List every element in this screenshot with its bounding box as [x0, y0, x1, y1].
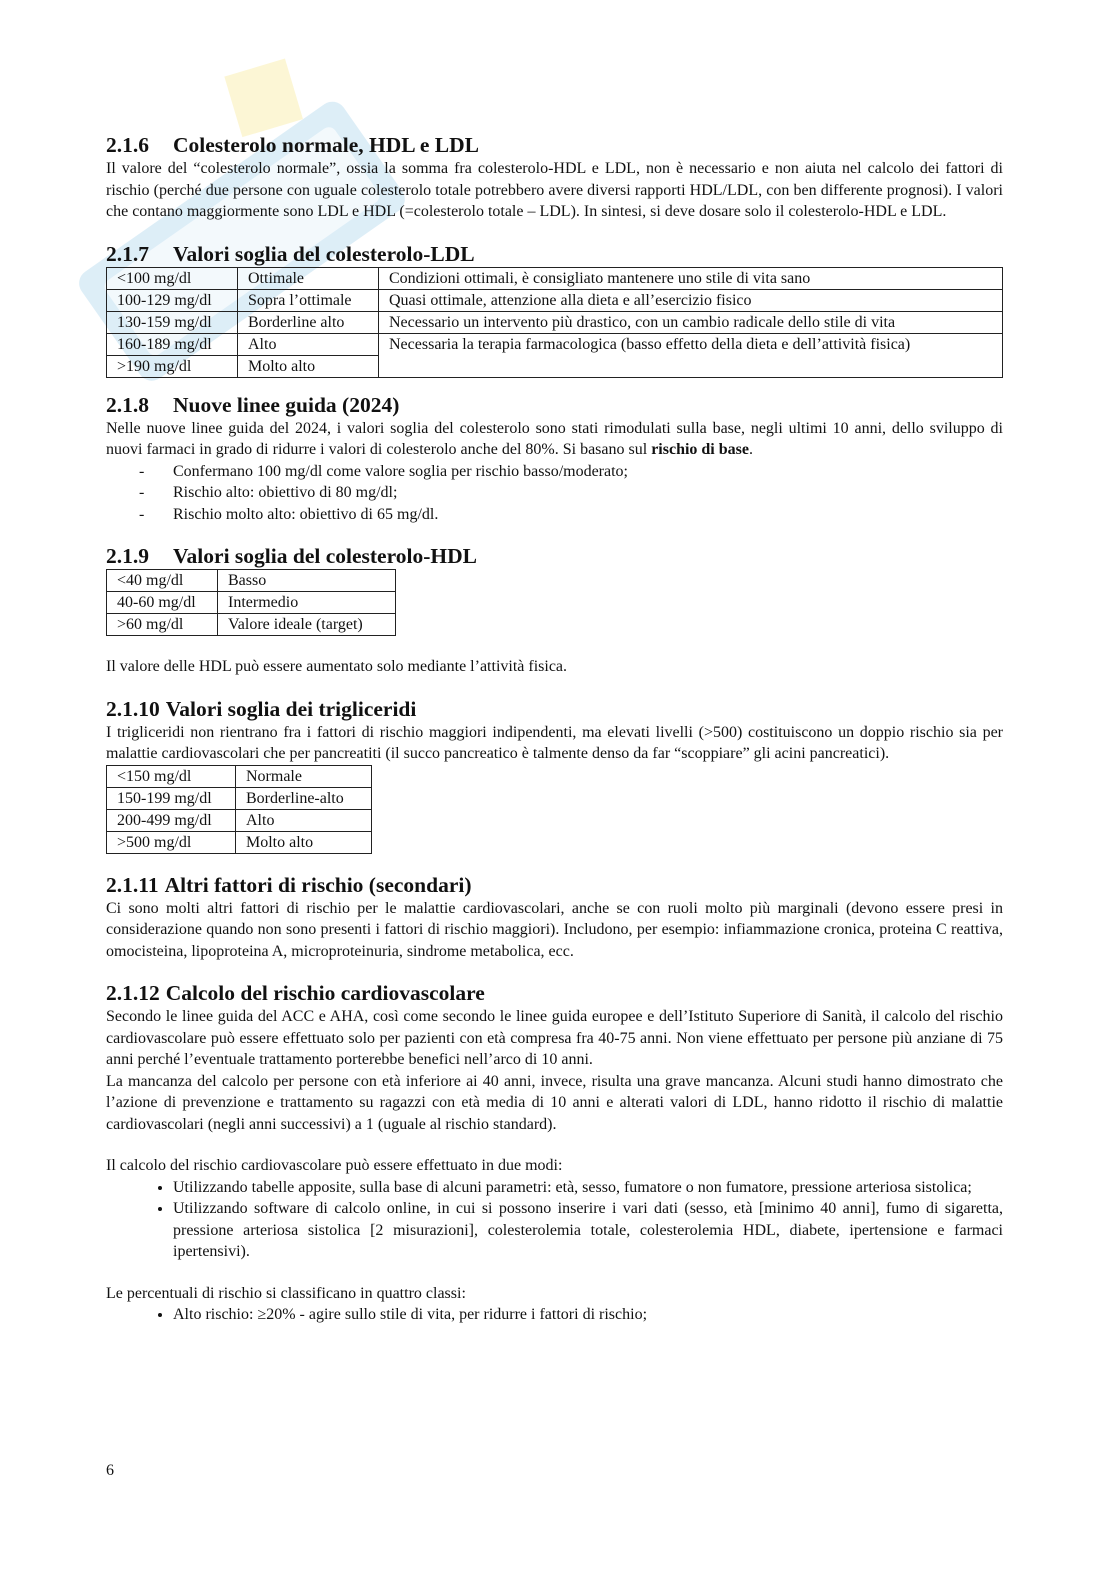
table-row: <100 mg/dl Ottimale Condizioni ottimali, è consigliato mantenere uno stile di vita sano [107, 267, 1003, 289]
table-row: 150-199 mg/dl Borderline-alto [107, 787, 372, 809]
section-paragraph: I trigliceridi non rientrano fra i fattori di rischio maggiori indipendenti, ma elevati livelli (>500) costituiscono un doppio rischio sia per malattie cardiovascolari che per pancreatiti (il succo pancreatico è talmente denso da far “scoppiare” gli acini pancreatici). [106, 723, 1003, 762]
section-paragraph: Il valore delle HDL può essere aumentato solo mediante l’attività fisica. [106, 658, 568, 675]
document-page [106, 132, 1003, 1344]
list-item: - Rischio molto alto: obiettivo di 65 mg/dl. [173, 504, 1003, 526]
section-2-1-9 [106, 543, 1003, 678]
table-row: 160-189 mg/dl Alto Necessaria la terapia farmacologica (basso effetto della dieta e dell’attività fisica) [107, 333, 1003, 355]
section-heading: 2.1.8 Nuove linee guida (2024) [106, 392, 400, 417]
section-heading: 2.1.12 Calcolo del rischio cardiovascolare [106, 981, 485, 1005]
section-paragraph: Nelle nuove linee guida del 2024, i valori soglia del colesterolo sono stati rimodulati sulla base, negli ultimi 10 anni, dello sviluppo di nuovi farmaci in grado di ridurre i valori di colesterolo anche del 80%. Si basano sul rischio di base. [106, 419, 1003, 458]
section-paragraph: Secondo le linee guida del ACC e AHA, così come secondo le linee guida europee e dell’Istituto Superiore di Sanità, il calcolo del rischio cardiovascolare può essere effettuato solo per pazienti con età compresa fra 40-75 anni. Non viene effettuato per persone più anziane di 75 anni perché l’eventuale trattamento porterebbe benefici nell’arco di 10 anni. [106, 1008, 1003, 1068]
section-heading: 2.1.7 Valori soglia del colesterolo-LDL [106, 241, 475, 266]
section-2-1-6 [106, 132, 1003, 223]
section-paragraph: Il valore del “colesterolo normale”, ossia la somma fra colesterolo-HDL e LDL, non è necessario e non aiuta nel calcolo dei fattori di rischio (perché due persone con uguale colesterolo totale potrebbero avere diversi rapporti HDL/LDL, con ben differente prognosi). I valori che contano maggiormente sono LDL e HDL (=colesterolo totale – LDL). In sintesi, si deve dosare solo il colesterolo-HDL e LDL. [106, 160, 1003, 220]
section-paragraph: Ci sono molti altri fattori di rischio per le malattie cardiovascolari, anche se con ruoli molto più marginali (devono essere presi in considerazione quando non sono presenti i fattori di rischio maggiori). Includono, per esempio: infiammazione cronica, proteina C reattiva, omocisteina, lipoproteina A, microproteinuria, sindrome metabolica, ecc. [106, 899, 1003, 960]
table-row: >500 mg/dl Molto alto [107, 831, 372, 853]
bullet-list [106, 1304, 1003, 1326]
triglyceride-threshold-table [106, 765, 372, 854]
hdl-threshold-table [106, 569, 396, 636]
bullet-list [106, 1177, 1003, 1263]
section-paragraph: Il calcolo del rischio cardiovascolare può essere effettuato in due modi: [106, 1157, 563, 1174]
section-heading: 2.1.9 Valori soglia del colesterolo-HDL [106, 544, 477, 568]
list-item: - Rischio alto: obiettivo di 80 mg/dl; [173, 482, 1003, 504]
table-row: >190 mg/dl Molto alto [107, 355, 1003, 377]
section-heading: 2.1.10 Valori soglia dei trigliceridi [106, 696, 417, 721]
section-2-1-10 [106, 696, 1003, 854]
list-item: • Utilizzando tabelle apposite, sulla base di alcuni parametri: età, sesso, fumatore o non fumatore, pressione arteriosa sistolica; [173, 1177, 1003, 1199]
table-row: <40 mg/dl Basso [107, 570, 396, 592]
dash-list [106, 461, 1003, 526]
section-paragraph: La mancanza del calcolo per persone con età inferiore ai 40 anni, invece, risulta una grave mancanza. Alcuni studi hanno dimostrato che l’azione di prevenzione e trattamento su ragazzi con età media di 10 anni e alterati valori di LDL, hanno ridotto il rischio di malattie cardiovascolari (negli anni successivi) a 1 (uguale al rischio standard). [106, 1072, 1003, 1133]
section-2-1-8 [106, 392, 1003, 526]
page-number: 6 [106, 1462, 114, 1479]
table-row: 40-60 mg/dl Intermedio [107, 592, 396, 614]
table-row: 100-129 mg/dl Sopra l’ottimale Quasi ottimale, attenzione alla dieta e all’esercizio fisico [107, 289, 1003, 311]
section-paragraph: Le percentuali di rischio si classificano in quattro classi: [106, 1284, 466, 1302]
ldl-threshold-table [106, 267, 1003, 378]
section-2-1-11 [106, 872, 1003, 963]
list-item: • Utilizzando software di calcolo online, in cui si possono inserire i vari dati (sesso, età [minimo 40 anni], fumo di sigaretta, pressione arteriosa sistolica [2 misurazioni], colesterolemia totale, colesterolemia HDL, diabete, ipertensione e farmaci ipertensivi). [173, 1198, 1003, 1263]
table-row: 200-499 mg/dl Alto [107, 809, 372, 831]
list-item: - Confermano 100 mg/dl come valore soglia per rischio basso/moderato; [173, 461, 1003, 483]
section-2-1-12 [106, 980, 1003, 1326]
table-row: 130-159 mg/dl Borderline alto Necessario un intervento più drastico, con un cambio radicale dello stile di vita [107, 311, 1003, 333]
table-row: <150 mg/dl Normale [107, 765, 372, 787]
table-row: >60 mg/dl Valore ideale (target) [107, 614, 396, 636]
section-2-1-7 [106, 241, 1003, 378]
section-heading: 2.1.11 Altri fattori di rischio (secondari) [106, 872, 472, 897]
section-heading: 2.1.6 Colesterolo normale, HDL e LDL [106, 133, 479, 157]
list-item: • Alto rischio: ≥20% - agire sullo stile di vita, per ridurre i fattori di rischio; [173, 1304, 1003, 1326]
